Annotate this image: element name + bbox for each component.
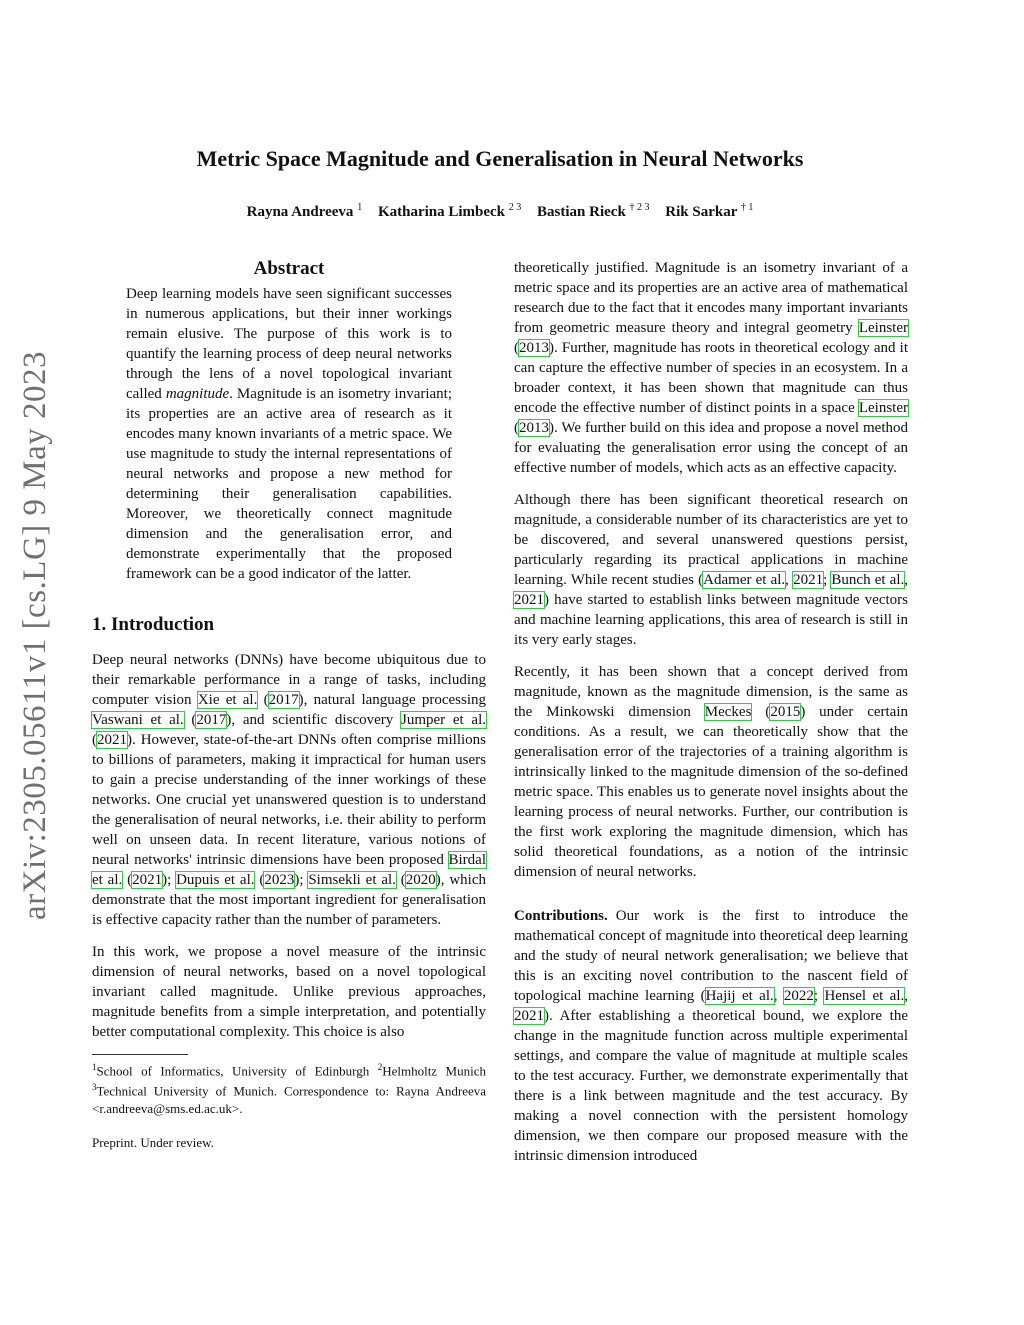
text-run: Deep neural networks (DNNs) have become ubiquitous due to their remarkable performance in a range of tasks, including computer vision — [92, 652, 486, 708]
text-run: ( — [514, 340, 519, 356]
footnote-divider — [92, 1054, 188, 1055]
abstract-text — [126, 284, 452, 584]
text-run: ). Further, magnitude has roots in theoretical ecology and it can capture the effective number of species in an ecosystem. In a broader context, it has been shown that magnitude can thus encode the effective number of distinct points in a space — [514, 340, 908, 416]
citation-link[interactable]: Leinster — [858, 400, 908, 416]
text-run: ; — [823, 572, 832, 588]
citation-link[interactable]: Bunch et al. — [831, 572, 905, 588]
text-run: , — [904, 572, 909, 588]
text-run: ( — [751, 704, 771, 720]
text-run: ; — [813, 988, 825, 1004]
citation-link[interactable]: 2023 — [264, 872, 295, 888]
author-name: Rayna Andreeva — [246, 204, 354, 220]
right-paragraph-3 — [514, 662, 908, 882]
footnote-marker: 1 — [92, 1062, 97, 1072]
citation-link[interactable]: 2017 — [268, 692, 299, 708]
right-paragraph-2 — [514, 490, 908, 650]
right-paragraph-1 — [514, 258, 908, 478]
text-run: School of Informatics, University of Edinburgh — [96, 1063, 378, 1079]
author-affiliation: † 1 — [740, 202, 754, 213]
text-run: ) under certain conditions. As a result, we can theoretically show that the generalisation error of the trajectories of a training algorithm is intrinsically linked to the magnitude dimension of the so-defined metric space. This enables us to generate novel insights about the learning process of neural networks. Further, our contribution is the first work exploring the magnitude dimension, which has solid theoretical foundations, as a notion of the intrinsic dimension of neural networks. — [514, 704, 909, 880]
affiliation-footnote — [92, 1059, 486, 1117]
text-run: Technical University of Munich. Correspondence to: Rayna Andreeva <r.andreeva@sms.ed.ac.uk>. — [92, 1083, 486, 1116]
author-name: Rik Sarkar — [665, 204, 738, 220]
text-run: ( — [395, 872, 406, 888]
text-run: ); — [162, 872, 177, 888]
citation-link[interactable]: Meckes — [704, 704, 752, 720]
text-run: ( — [92, 732, 97, 748]
citation-link[interactable]: Birdal et al. — [92, 852, 486, 888]
author-name: Katharina Limbeck — [377, 204, 506, 220]
text-run: Although there has been significant theoretical research on magnitude, a considerable number of its characteristics are yet to be discovered, and several unanswered questions persist, particularly regarding its practical applications in machine learning. While recent studies ( — [514, 492, 908, 588]
citation-link[interactable]: Jumper et al. — [400, 712, 486, 728]
citation-link[interactable]: Xie et al. — [197, 692, 258, 708]
arxiv-sidebar — [14, 310, 58, 960]
abstract-heading: Abstract — [253, 258, 325, 279]
abstract-text-part: . Magnitude is an isometry invariant; its properties are an active area of research as it encodes many known invariants of a metric space. We use magnitude to study the internal representations of neural networks and propose a new method for determining their generalisation capabilities. Moreover, we theoretically connect magnitude dimension and the generalisation error, and demonstrate experimentally that the proposed framework can be a good indicator of the latter. — [126, 386, 453, 582]
author-list — [0, 202, 1000, 221]
text-run: ( — [122, 872, 133, 888]
text-run: ), natural language processing — [298, 692, 487, 708]
citation-link[interactable]: Adamer et al. — [703, 572, 786, 588]
text-run: theoretically justified. Magnitude is an isometry invariant of a metric space and its properties are an active area of mathematical research due to the fact that it encodes many important invariants from geometric measure theory and integral geometry — [514, 260, 908, 336]
arxiv-identifier: arXiv:2305.05611v1 [cs.LG] 9 May 2023 — [17, 350, 54, 920]
text-run: Helmholtz Munich — [382, 1063, 486, 1079]
citation-link[interactable]: Vaswani et al. — [92, 712, 184, 728]
citation-link[interactable]: Leinster — [858, 320, 908, 336]
left-column — [92, 258, 486, 1151]
citation-link[interactable]: 2013 — [519, 420, 549, 436]
citation-link[interactable]: Hajij et al. — [705, 988, 774, 1004]
citation-link[interactable]: 2020 — [405, 872, 436, 888]
author — [537, 204, 650, 220]
text-run: , — [785, 572, 794, 588]
text-run: ( — [257, 692, 269, 708]
contributions-paragraph — [514, 906, 908, 1166]
text-run: ) have started to establish links between magnitude vectors and machine learning applications, this area of research is still in its very early stages. — [514, 592, 908, 648]
author — [378, 204, 521, 220]
contributions-heading: Contributions. — [514, 908, 608, 924]
footnote-marker: 2 — [377, 1062, 383, 1072]
text-run: ); — [294, 872, 309, 888]
section-heading-introduction: 1. Introduction — [92, 614, 215, 635]
text-run: ). After establishing a theoretical bound, we explore the change in the magnitude function across multiple experimental settings, and compare the value of magnitude at multiple scales to the test accuracy. Further, we demonstrate experimentally that there is a link between magnitude and the test accuracy. By making a novel connection with the persistent homology dimension, we then compare our proposed measure with the intrinsic dimension introduced — [514, 1008, 908, 1164]
text-run: , — [773, 988, 784, 1004]
citation-link[interactable]: 2013 — [519, 340, 549, 356]
footnote-marker: 3 — [92, 1082, 97, 1093]
abstract-emphasis: magnitude — [165, 386, 230, 402]
text-run: ), and scientific discovery — [226, 712, 401, 728]
citation-link[interactable]: Hensel et al. — [824, 988, 905, 1004]
citation-link[interactable]: 2021 — [132, 872, 163, 888]
text-run: ( — [183, 712, 197, 728]
citation-link[interactable]: 2022 — [783, 988, 814, 1004]
citation-link[interactable]: 2017 — [196, 712, 227, 728]
author-affiliation: † 2 3 — [629, 202, 650, 213]
author — [247, 204, 363, 220]
intro-paragraph-1 — [92, 650, 486, 930]
abstract-text-part: Deep learning models have seen significant successes in numerous applications, but their inner workings remain elusive. The purpose of this work is to quantify the learning process of deep neural networks through the lens of a novel topological invariant called — [126, 286, 452, 402]
citation-link[interactable]: 2021 — [514, 1008, 544, 1024]
text-run: ). We further build on this idea and propose a novel method for evaluating the generalisation error using the concept of an effective number of models, which acts as an effective capacity. — [514, 420, 908, 476]
citation-link[interactable]: 2021 — [793, 572, 824, 588]
text-run: , — [904, 988, 909, 1004]
text-run: ), which demonstrate that the most important ingredient for generalisation is effective capacity rather than the number of parameters. — [92, 872, 486, 928]
abstract — [92, 258, 486, 584]
text-run: ( — [514, 420, 519, 436]
citation-link[interactable]: Dupuis et al. — [176, 872, 255, 888]
author-name: Bastian Rieck — [537, 204, 626, 220]
citation-link[interactable]: Simsekli et al. — [308, 872, 396, 888]
intro-paragraph-2: In this work, we propose a novel measure of the intrinsic dimension of neural networks, based on a novel topological invariant called magnitude. Unlike previous approaches, magnitude benefits from a simple interpretation, and potentially better computational complexity. This choice is also — [92, 944, 486, 1040]
text-run: Our work is the first to introduce the mathematical concept of magnitude into theoretical deep learning and the study of neural network generalisation; we believe that this is an exciting novel contribution to the nascent field of topological machine learning ( — [514, 908, 908, 1004]
citation-link[interactable]: 2021 — [514, 592, 544, 608]
preprint-note: Preprint. Under review. — [92, 1134, 214, 1150]
citation-link[interactable]: 2015 — [770, 704, 801, 720]
right-column — [514, 258, 908, 1178]
author — [665, 204, 753, 220]
text-run: Recently, it has been shown that a concept derived from magnitude, known as the magnitude dimension, is the same as the Minkowski dimension — [514, 664, 908, 720]
text-run: ( — [254, 872, 265, 888]
author-affiliation: 1 — [357, 202, 363, 213]
citation-link[interactable]: 2021 — [97, 732, 127, 748]
text-run: ). However, state-of-the-art DNNs often comprise millions to billions of parameters, making it impractical for human users to gain a precise understanding of the inner workings of these networks. One crucial yet unanswered question is to understand the generalisation of neural networks, i.e. their ability to perform well on unseen data. In recent literature, various notions of neural networks' intrinsic dimensions have been proposed — [92, 732, 486, 868]
author-affiliation: 2 3 — [508, 202, 522, 213]
paper-title: Metric Space Magnitude and Generalisation in Neural Networks — [196, 146, 804, 171]
